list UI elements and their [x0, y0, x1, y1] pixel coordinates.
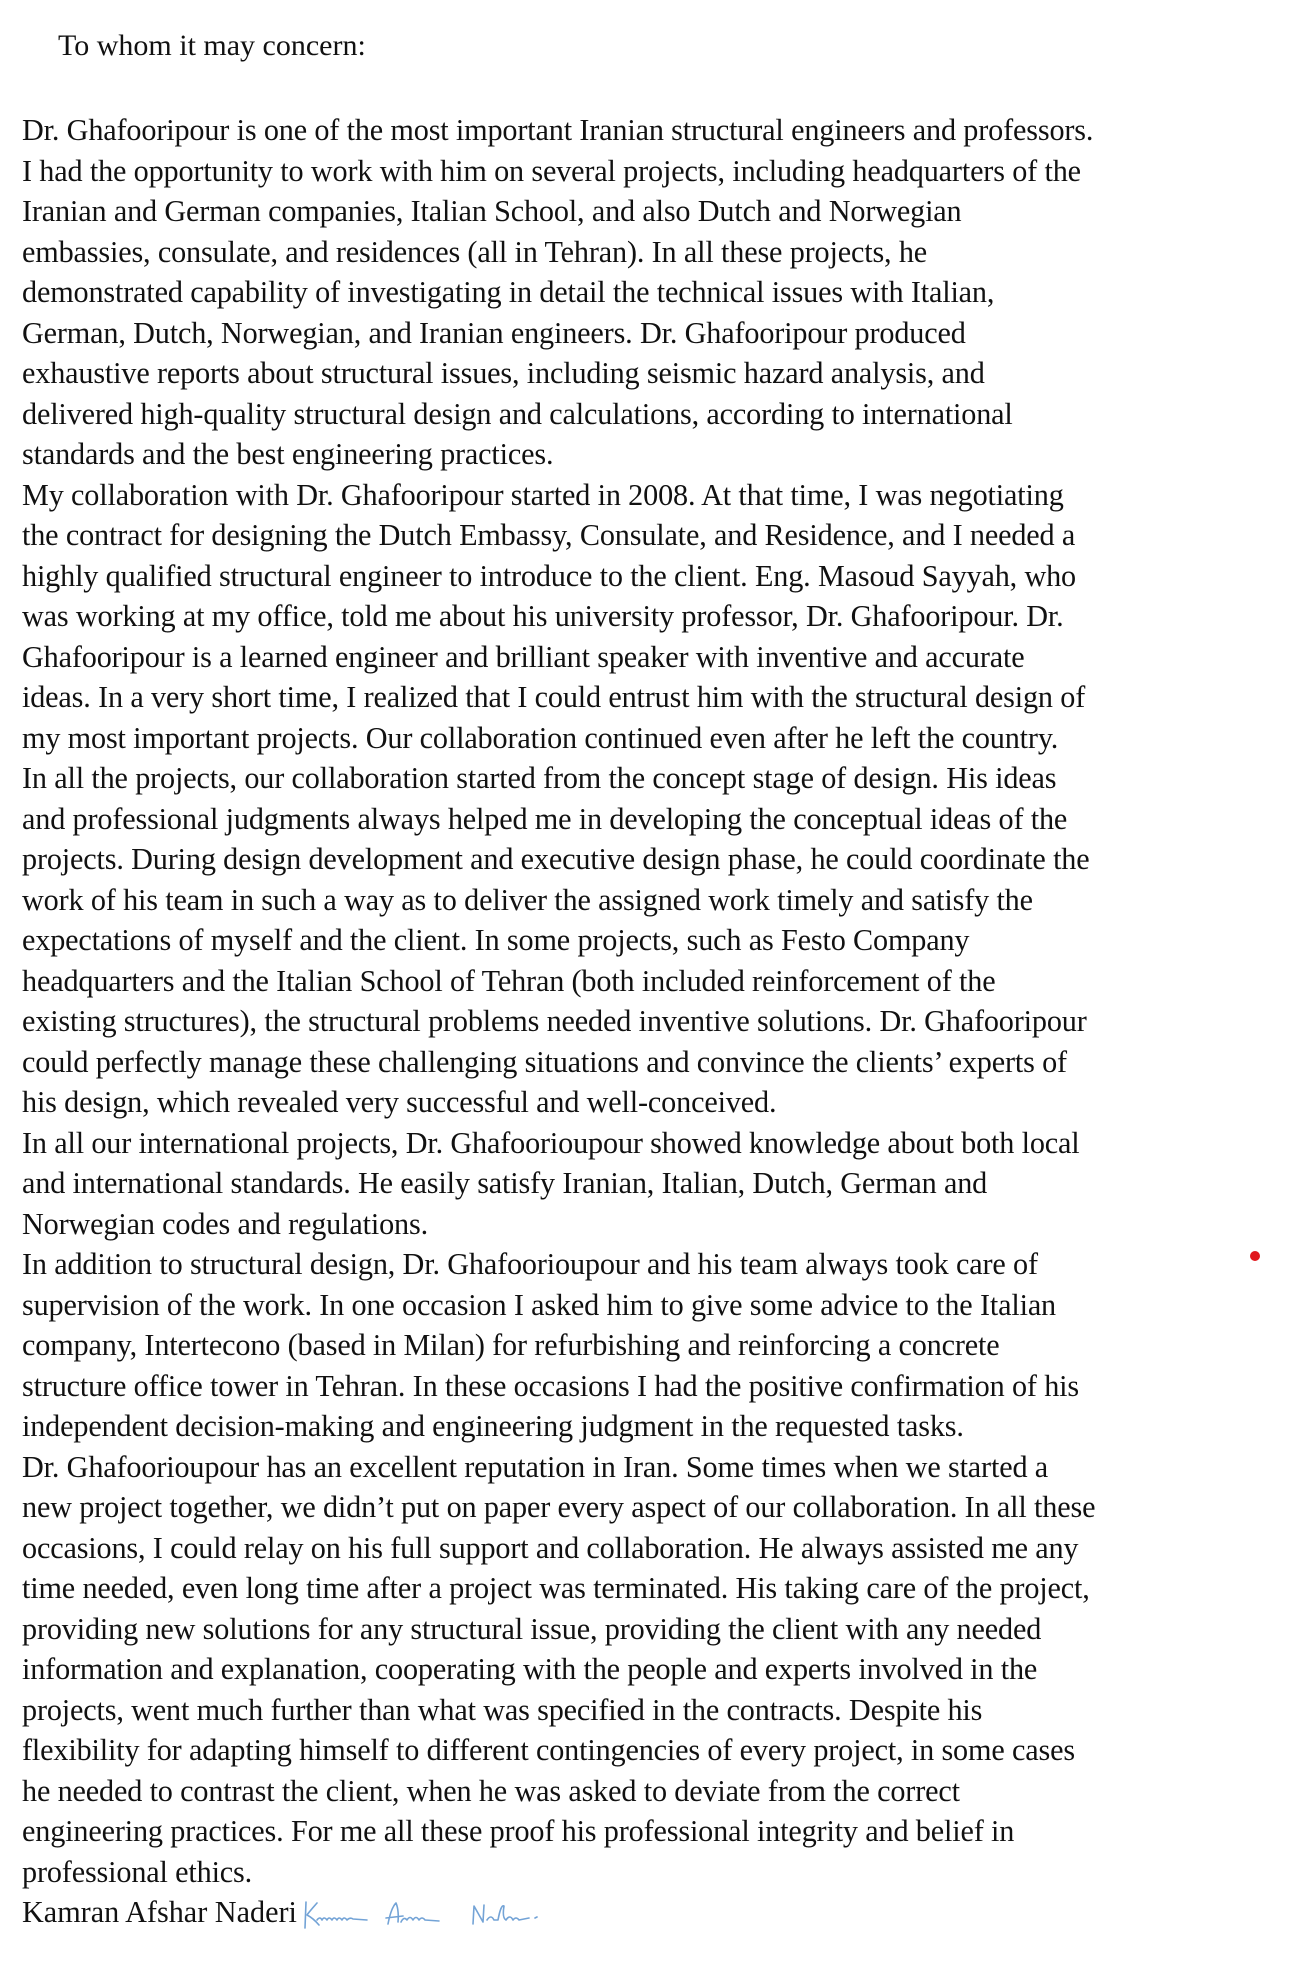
text-line: In addition to structural design, Dr. Ghafoorioupour and his team always took care of [22, 1247, 1038, 1281]
text-line: independent decision-making and engineering judgment in the requested tasks. [22, 1409, 964, 1443]
text-line: expectations of myself and the client. In some projects, such as Festo Company [22, 923, 970, 957]
text-line: occasions, I could relay on his full support and collaboration. He always assisted me any [22, 1530, 1079, 1565]
text-line: work of his team in such a way as to deliver the assigned work timely and satisfy the [22, 882, 1033, 917]
text-line: Norwegian codes and regulations. [22, 1206, 428, 1241]
text-line: he needed to contrast the client, when he was asked to deviate from the correct [22, 1773, 960, 1808]
handwritten-signature-icon [303, 1898, 558, 1943]
text-line: German, Dutch, Norwegian, and Iranian engineers. Dr. Ghafooripour produced [22, 315, 966, 350]
text-line: demonstrated capability of investigating in detail the technical issues with Italian, [22, 275, 995, 309]
text-line: his design, which revealed very successful and well-conceived. [22, 1085, 777, 1119]
text-line: and international standards. He easily satisfy Iranian, Italian, Dutch, German and [22, 1166, 988, 1200]
text-line: was working at my office, told me about his university professor, Dr. Ghafooripour. Dr. [22, 599, 1064, 633]
text-line: providing new solutions for any structural issue, providing the client with any needed [22, 1611, 1042, 1646]
letter-body [22, 110, 1302, 1933]
text-line: highly qualified structural engineer to introduce to the client. Eng. Masoud Sayyah, who [22, 558, 1077, 593]
text-line: projects. During design development and executive design phase, he could coordinate the [22, 842, 1090, 876]
text-line: standards and the best engineering practices. [22, 437, 554, 471]
text-line: and professional judgments always helped me in developing the conceptual ideas of the [22, 801, 1068, 836]
text-line: flexibility for adapting himself to different contingencies of every project, in some cases [22, 1733, 1075, 1767]
signatory-name: Kamran Afshar Naderi [22, 1895, 297, 1929]
text-line: information and explanation, cooperating with the people and experts involved in the [22, 1652, 1038, 1686]
text-line: Iranian and German companies, Italian School, and also Dutch and Norwegian [22, 194, 962, 228]
signature-block [22, 1892, 1302, 1933]
text-line: the contract for designing the Dutch Embassy, Consulate, and Residence, and I needed a [22, 518, 1076, 552]
text-line: projects, went much further than what was specified in the contracts. Despite his [22, 1692, 983, 1727]
text-line: headquarters and the Italian School of Tehran (both included reinforcement of the [22, 963, 996, 998]
text-line: Dr. Ghafoorioupour has an excellent reputation in Iran. Some times when we started a [22, 1449, 1049, 1484]
text-line: My collaboration with Dr. Ghafooripour started in 2008. At that time, I was negotiating [22, 477, 1064, 512]
text-line: time needed, even long time after a project was terminated. His taking care of the project, [22, 1571, 1090, 1605]
text-line: I had the opportunity to work with him on several projects, including headquarters of the [22, 153, 1081, 188]
text-line: my most important projects. Our collaboration continued even after he left the country. [22, 720, 1059, 755]
salutation: To whom it may concern: [58, 29, 366, 62]
text-line: delivered high-quality structural design and calculations, according to international [22, 396, 1013, 431]
text-line: could perfectly manage these challenging situations and convince the clients’ experts of [22, 1044, 1067, 1079]
text-line: company, Intertecono (based in Milan) for refurbishing and reinforcing a concrete [22, 1328, 1000, 1362]
text-line: In all the projects, our collaboration started from the concept stage of design. His ideas [22, 761, 1057, 795]
text-line: embassies, consulate, and residences (all in Tehran). In all these projects, he [22, 234, 928, 269]
text-line: Ghafooripour is a learned engineer and brilliant speaker with inventive and accurate [22, 639, 1025, 674]
text-line: new project together, we didn’t put on paper every aspect of our collaboration. In all these [22, 1490, 1096, 1524]
text-line: structure office tower in Tehran. In these occasions I had the positive confirmation of his [22, 1368, 1079, 1403]
text-line: ideas. In a very short time, I realized that I could entrust him with the structural design of [22, 680, 1086, 714]
text-line: exhaustive reports about structural issues, including seismic hazard analysis, and [22, 356, 985, 390]
text-line: Dr. Ghafooripour is one of the most important Iranian structural engineers and professors. [22, 113, 1094, 147]
text-line: engineering practices. For me all these proof his professional integrity and belief in [22, 1814, 1015, 1848]
text-line: supervision of the work. In one occasion I asked him to give some advice to the Italian [22, 1287, 1057, 1322]
red-dot-icon [1250, 1251, 1260, 1261]
text-line: professional ethics. [22, 1854, 253, 1889]
text-line: In all our international projects, Dr. Ghafoorioupour showed knowledge about both local [22, 1125, 1080, 1160]
text-line: existing structures), the structural problems needed inventive solutions. Dr. Ghafooripour [22, 1004, 1087, 1038]
